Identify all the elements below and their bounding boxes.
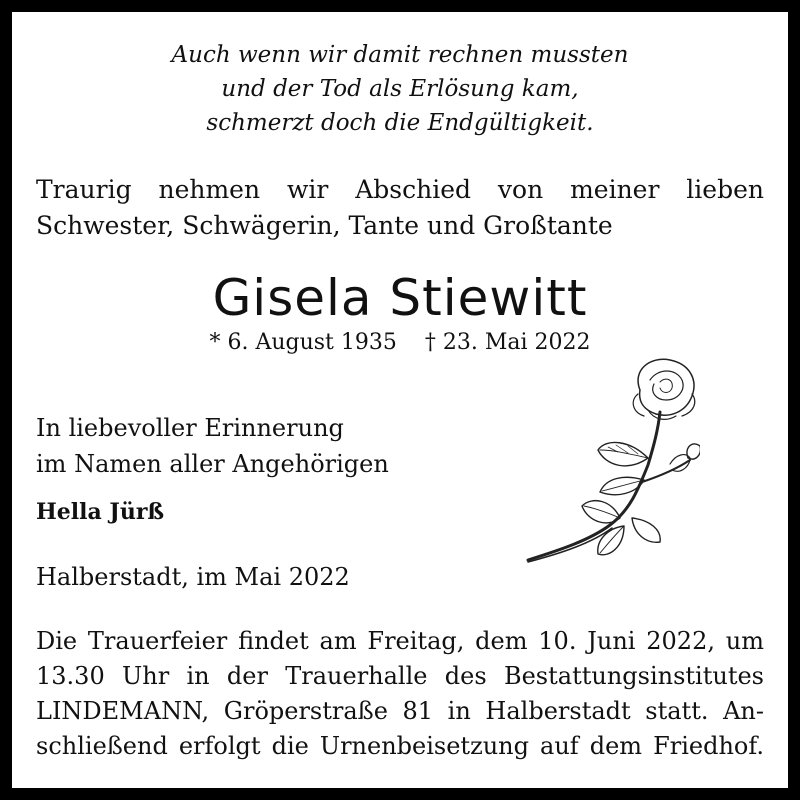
funeral-line: schließend erfolgt die Urnenbeisetzung auf dem Friedhof. (36, 732, 764, 760)
deceased-name: Gisela Stiewitt (212, 269, 588, 327)
rose-icon (520, 350, 700, 570)
funeral-notice (36, 624, 764, 764)
signer-name: Hella Jürß (36, 499, 165, 525)
intro-line: Schwester, Schwägerin, Tante und Großtante (36, 211, 613, 240)
quote-line: schmerzt doch die Endgültigkeit. (206, 110, 594, 136)
place-date: Halberstadt, im Mai 2022 (36, 563, 350, 591)
obituary-card (12, 12, 788, 788)
obituary-content (36, 12, 764, 788)
farewell-intro (36, 172, 764, 244)
quote-line: Auch wenn wir damit rechnen mussten (171, 42, 629, 68)
remembrance-line: In liebevoller Erinnerung (36, 414, 344, 442)
funeral-line: 13.30 Uhr in der Trauerhalle des Bestattungsinstitutes (36, 662, 764, 690)
remembrance-text (36, 410, 389, 482)
remembrance-line: im Namen aller Angehörigen (36, 450, 389, 478)
memorial-quote (36, 38, 764, 140)
life-dates: * 6. August 1935 † 23. Mai 2022 (209, 330, 591, 355)
quote-line: und der Tod als Erlösung kam, (221, 76, 579, 102)
funeral-line: Die Trauerfeier findet am Freitag, dem 10. Juni 2022, um (36, 627, 764, 655)
funeral-line: LINDEMANN, Gröperstraße 81 in Halberstadt statt. An- (36, 697, 764, 725)
intro-line: Traurig nehmen wir Abschied von meiner lieben (36, 175, 764, 204)
